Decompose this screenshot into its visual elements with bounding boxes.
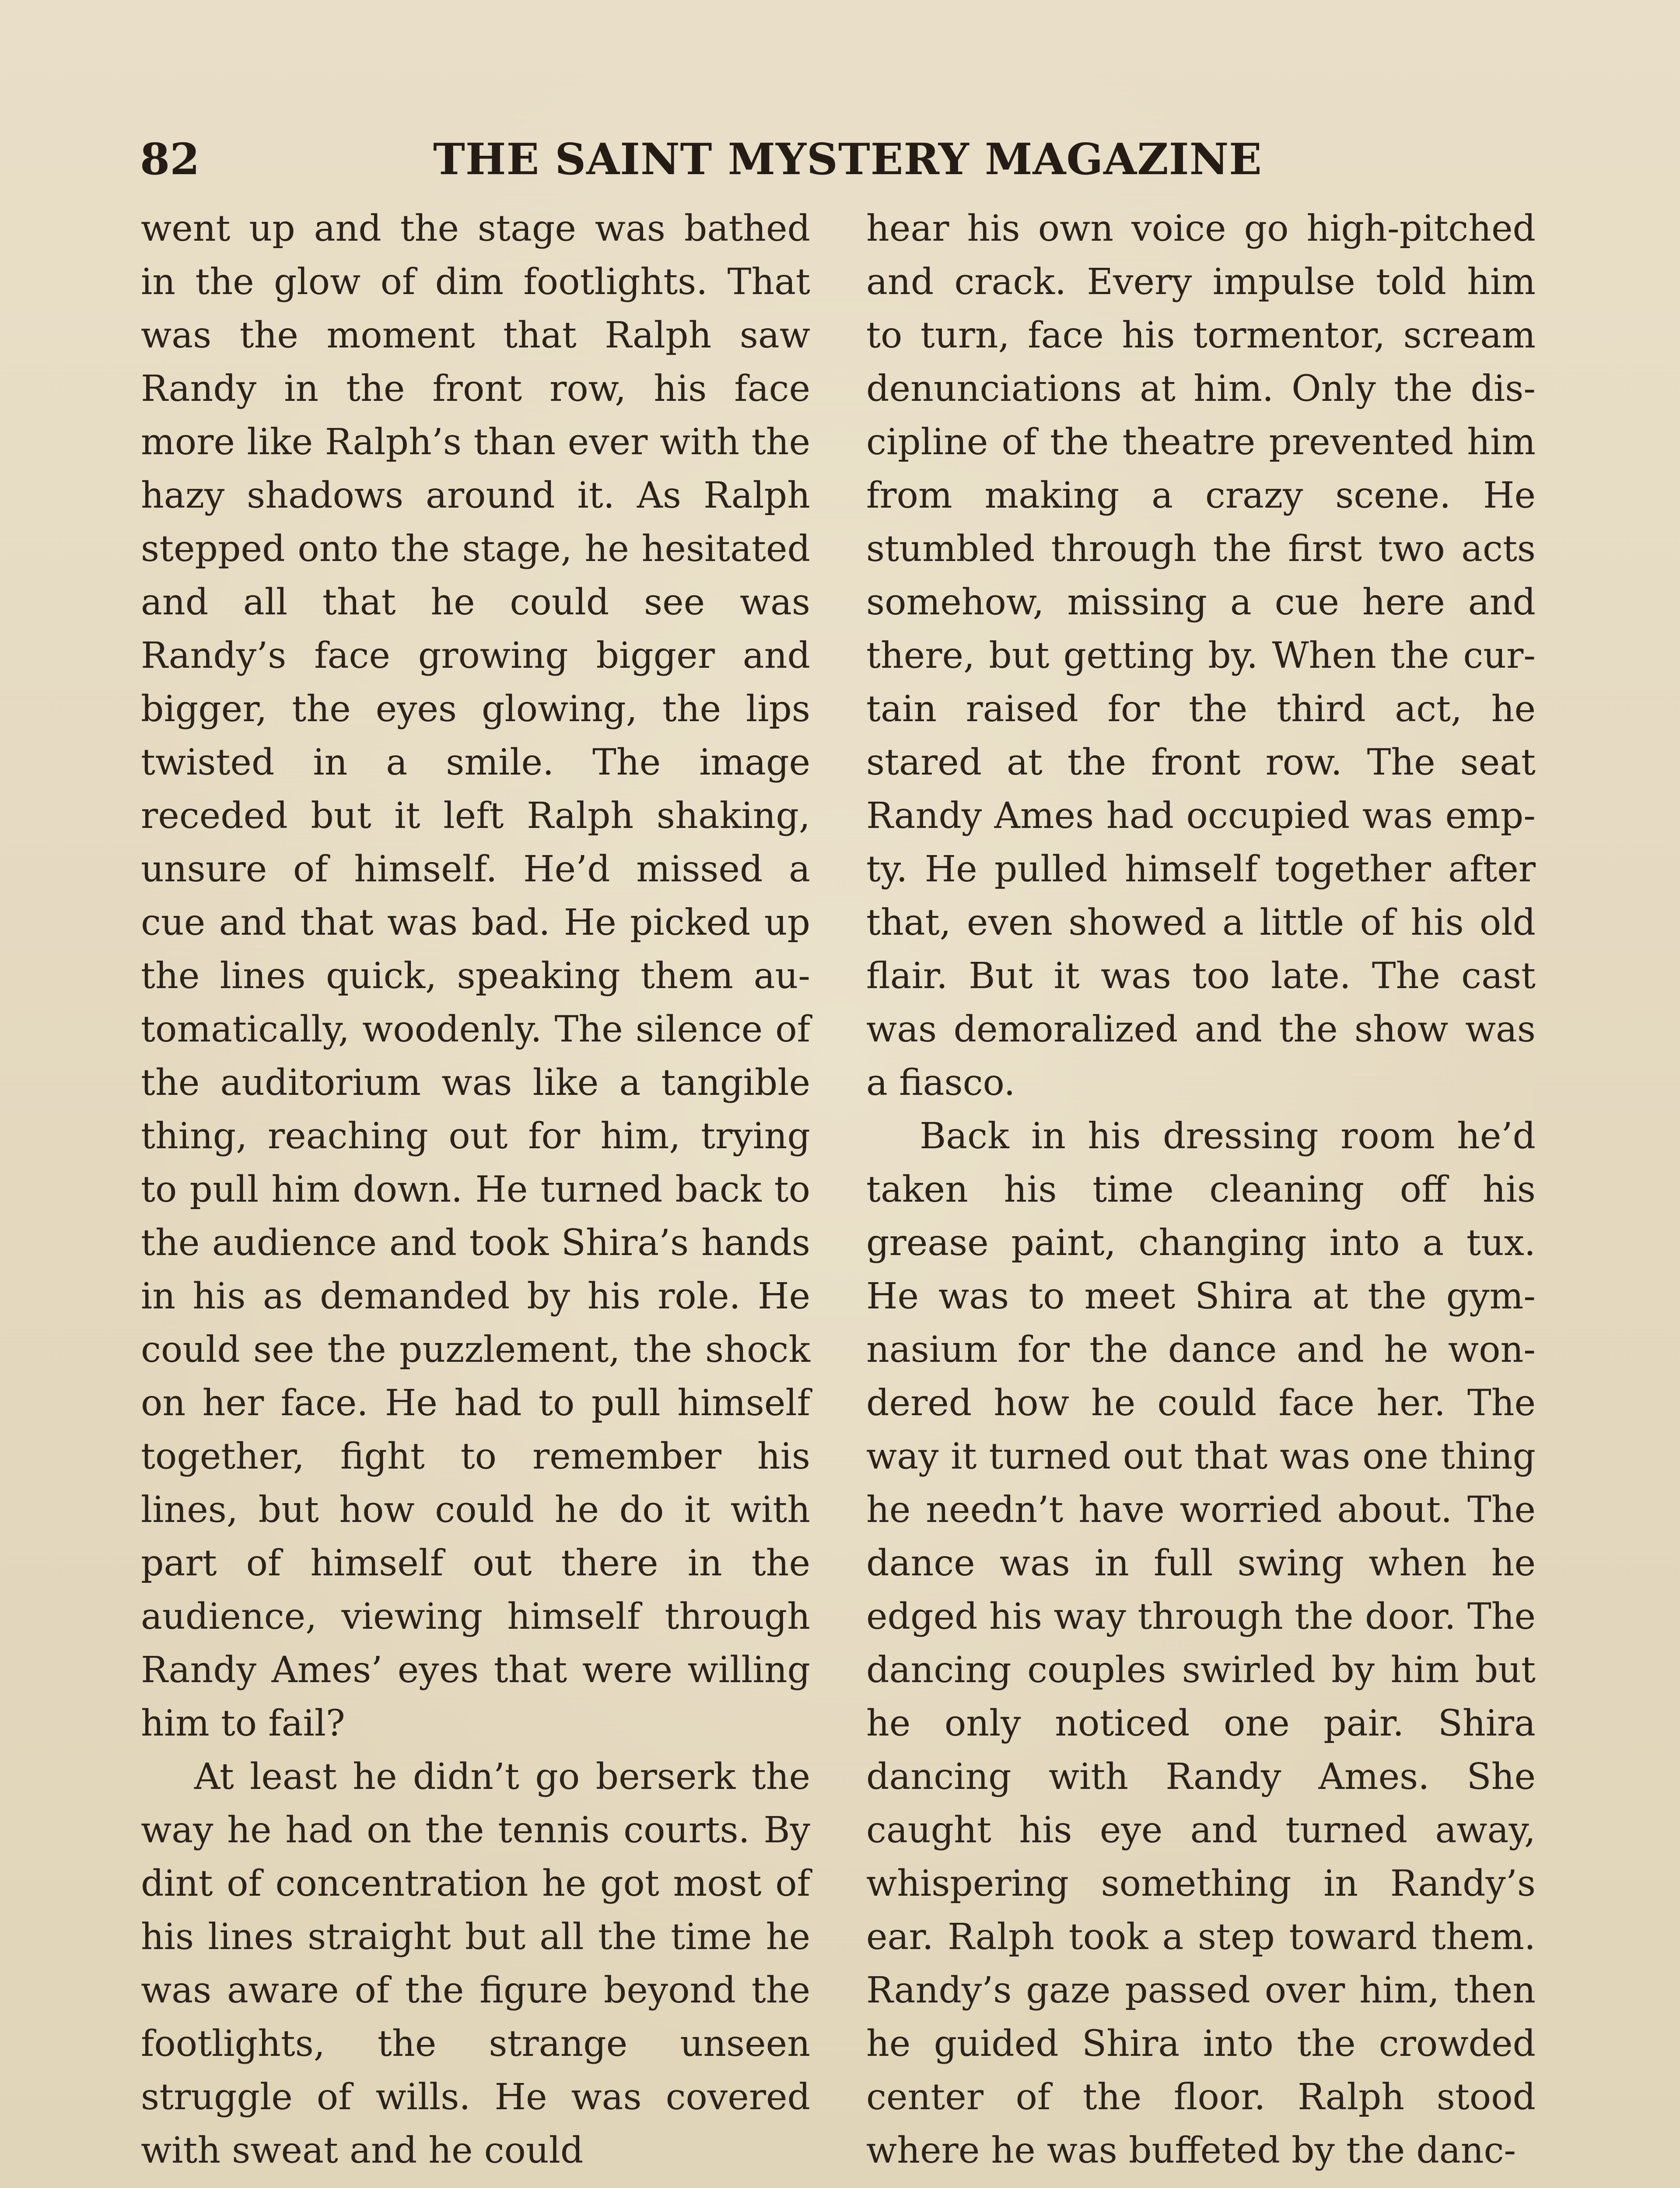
right-paragraph-2: Back in his dressing room he’d taken his time cleaning off his grease paint, changing into a tux. He was to meet Shira at the gymnasium for the dance and he wondered how he could face her. The way it turned out that was one thing he needn’t have worried about. The dance was in full swing when he edged his way through the door. The dancing couples swirled by him but he only noticed one pair. Shira dancing with Randy Ames. She caught his eye and turned away, whispering something in Randy’s ear. Ralph took a step toward them. Randy’s gaze passed over him, then he guided Shira into the crowded center of the floor. Ralph stood where he was buffeted by the danc- — [866, 1115, 1536, 2171]
left-text-column — [141, 202, 810, 2177]
running-title: THE SAINT MYSTERY MAGAZINE — [433, 134, 1262, 185]
right-text-column — [866, 202, 1536, 2177]
left-paragraph-1: went up and the stage was bathed in the glow of dim footlights. That was the moment that Ralph saw Randy in the front row, his face more like Ralph’s than ever with the hazy shadows around it. As Ralph stepped onto the stage, he hesitated and all that he could see was Randy’s face growing bigger and bigger, the eyes glowing, the lips twisted in a smile. The image receded but it left Ralph shaking, unsure of himself. He’d missed a cue and that was bad. He picked up the lines quick, speaking them automatically, woodenly. The silence of the auditorium was like a tangible thing, reaching out for him, trying to pull him down. He turned back to the audience and took Shira’s hands in his as demanded by his role. He could see the puzzlement, the shock on her face. He had to pull himself together, fight to remember his lines, but how could he do it with part of himself out there in the audience, viewing himself through Randy Ames’ eyes that were willing him to fail? — [141, 208, 810, 1744]
right-paragraph-1: hear his own voice go high-pitched and crack. Every impulse told him to turn, face his tormentor, scream denunciations at him. Only the discipline of the theatre prevented him from making a crazy scene. He stumbled through the first two acts somehow, missing a cue here and there, but getting by. When the curtain raised for the third act, he stared at the front row. The seat Randy Ames had occupied was empty. He pulled himself together after that, even showed a little of his old flair. But it was too late. The cast was demoralized and the show was a fiasco. — [866, 208, 1536, 1104]
page-header — [140, 131, 1540, 188]
page-number: 82 — [140, 134, 200, 185]
left-paragraph-2: At least he didn’t go berserk the way he had on the tennis courts. By dint of concentration he got most of his lines straight but all the time he was aware of the figure beyond the footlights, the strange unseen struggle of wills. He was covered with sweat and he could — [141, 1756, 810, 2171]
